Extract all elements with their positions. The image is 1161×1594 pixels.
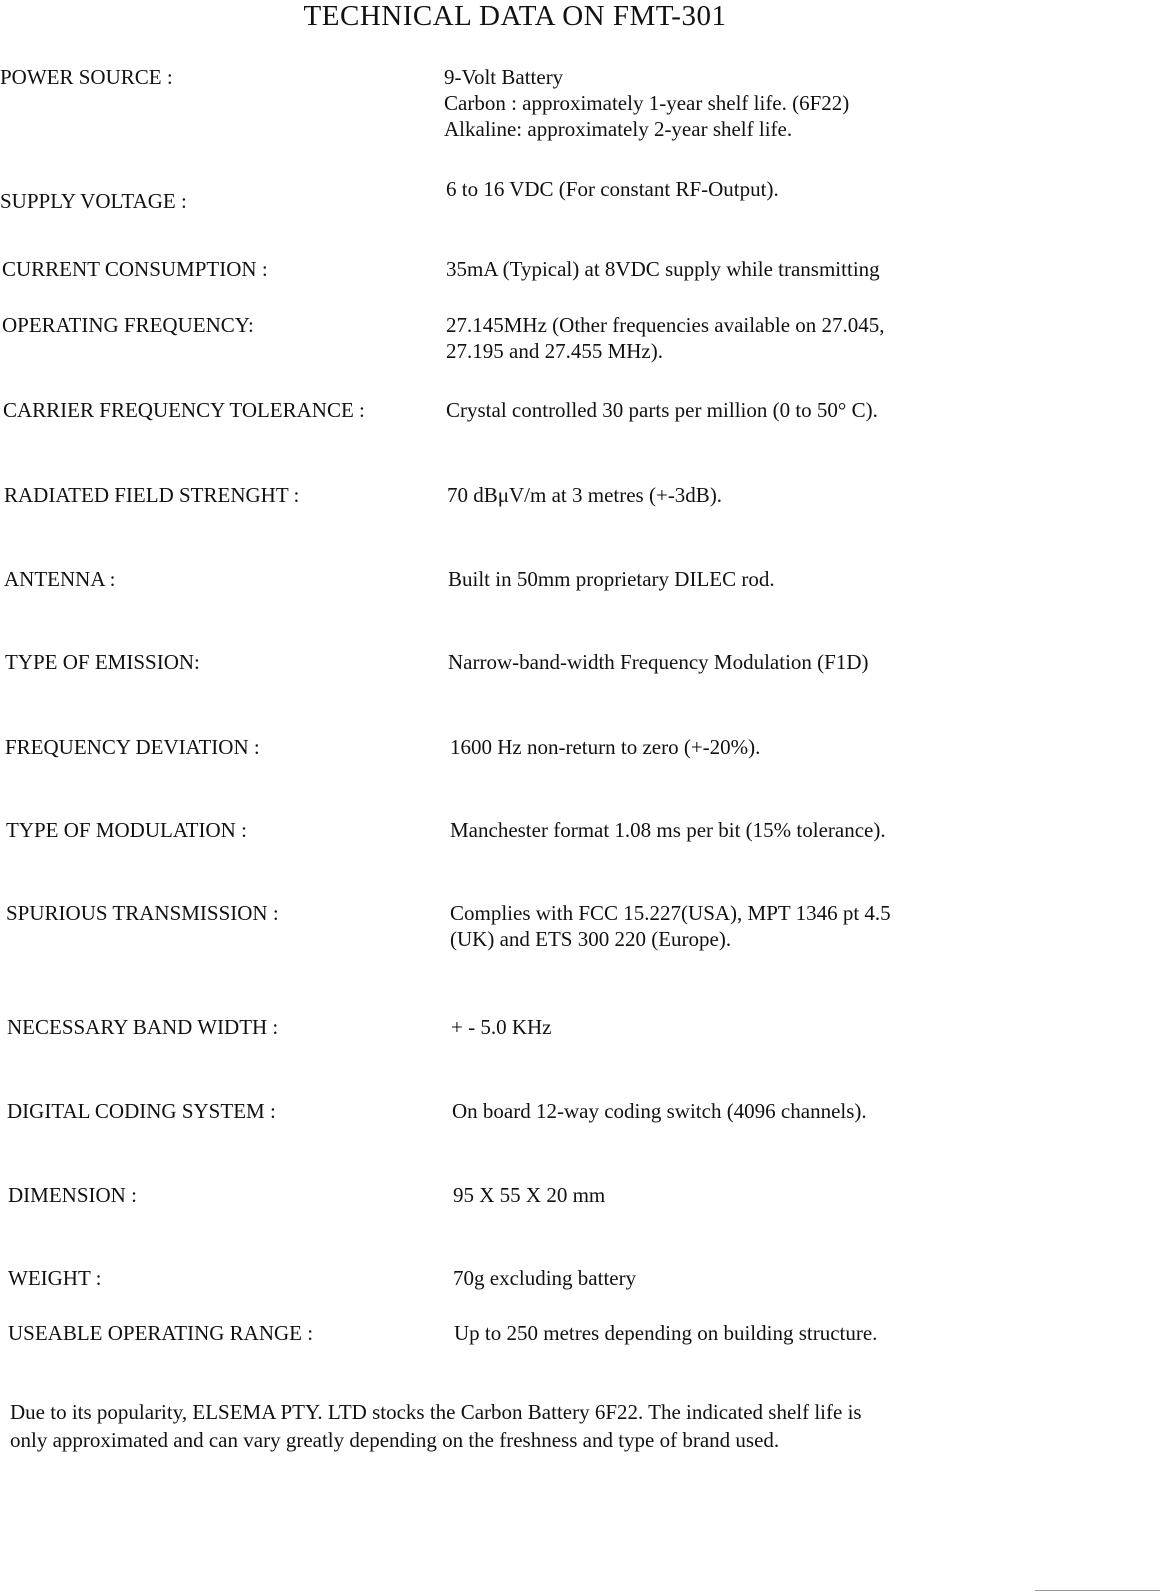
spec-value-line: Narrow-band-width Frequency Modulation (F1D) — [448, 650, 869, 674]
spec-value-line: Crystal controlled 30 parts per million (0 to 50° C). — [446, 398, 878, 422]
footnote-line: Due to its popularity, ELSEMA PTY. LTD stocks the Carbon Battery 6F22. The indicated shelf life is — [10, 1400, 862, 1424]
spec-value-line: 27.195 and 27.455 MHz). — [446, 339, 663, 363]
spec-value — [453, 1265, 636, 1291]
spec-value-line: Up to 250 metres depending on building structure. — [454, 1321, 878, 1345]
spec-value-line: Manchester format 1.08 ms per bit (15% tolerance). — [450, 818, 886, 842]
spec-value — [450, 900, 891, 952]
spec-value-line: 9-Volt Battery — [444, 65, 564, 89]
spec-row — [0, 817, 1161, 897]
spec-value-line: Built in 50mm proprietary DILEC rod. — [448, 567, 775, 591]
spec-label: DIGITAL CODING SYSTEM : — [7, 1099, 276, 1123]
footnote — [10, 1398, 1130, 1454]
spec-label: POWER SOURCE : — [0, 65, 173, 89]
spec-row — [0, 397, 1161, 477]
spec-value-line: 1600 Hz non-return to zero (+-20%). — [450, 735, 761, 759]
spec-label: CURRENT CONSUMPTION : — [2, 257, 268, 281]
spec-value-line: (UK) and ETS 300 220 (Europe). — [450, 927, 732, 951]
spec-value-line: 6 to 16 VDC (For constant RF-Output). — [446, 177, 779, 201]
spec-row — [0, 482, 1161, 562]
spec-value — [444, 64, 849, 142]
spec-row — [0, 649, 1161, 729]
spec-label: USEABLE OPERATING RANGE : — [8, 1321, 314, 1345]
spec-label: ANTENNA : — [4, 567, 116, 591]
spec-value-line: + - 5.0 KHz — [451, 1015, 552, 1039]
spec-label: TYPE OF MODULATION : — [6, 818, 247, 842]
spec-value-line: 27.145MHz (Other frequencies available on 27.045, — [446, 313, 885, 337]
spec-row — [0, 734, 1161, 814]
spec-value — [447, 482, 722, 508]
spec-row — [0, 1098, 1161, 1178]
scan-artifact-line — [1035, 1590, 1160, 1591]
spec-value — [446, 312, 885, 364]
spec-value-line: 95 X 55 X 20 mm — [453, 1183, 606, 1207]
spec-label: RADIATED FIELD STRENGHT : — [4, 483, 300, 507]
spec-row — [0, 900, 1161, 980]
spec-label: FREQUENCY DEVIATION : — [5, 735, 260, 759]
spec-value-line: Carbon : approximately 1-year shelf life. (6F22) — [444, 91, 850, 115]
spec-value — [454, 1320, 877, 1346]
spec-value-line: 70g excluding battery — [453, 1266, 637, 1290]
spec-value — [452, 1098, 867, 1124]
spec-value — [450, 734, 760, 760]
spec-row — [0, 566, 1161, 646]
spec-value — [446, 256, 880, 282]
spec-value — [446, 397, 878, 423]
spec-row — [0, 64, 1161, 144]
spec-label: DIMENSION : — [8, 1183, 137, 1207]
spec-value-line: On board 12-way coding switch (4096 channels). — [452, 1099, 867, 1123]
spec-label: SPURIOUS TRANSMISSION : — [6, 901, 279, 925]
spec-value — [448, 566, 775, 592]
spec-label: CARRIER FREQUENCY TOLERANCE : — [3, 398, 365, 422]
spec-value — [446, 176, 779, 202]
spec-value — [453, 1182, 605, 1208]
spec-row — [0, 1014, 1161, 1094]
footnote-line: only approximated and can vary greatly depending on the freshness and type of brand used. — [10, 1428, 780, 1452]
spec-label: NECESSARY BAND WIDTH : — [7, 1015, 279, 1039]
spec-row — [0, 1182, 1161, 1262]
spec-value-line: 70 dBμV/m at 3 metres (+-3dB). — [447, 483, 723, 507]
spec-value — [450, 817, 886, 843]
spec-label: WEIGHT : — [8, 1266, 102, 1290]
spec-label: SUPPLY VOLTAGE : — [0, 189, 187, 213]
spec-value-line: Complies with FCC 15.227(USA), MPT 1346 pt 4.5 — [450, 901, 891, 925]
spec-row — [0, 312, 1161, 392]
spec-label: TYPE OF EMISSION: — [5, 650, 200, 674]
spec-value — [451, 1014, 552, 1040]
page-title: TECHNICAL DATA ON FMT-301 — [303, 0, 727, 32]
spec-row — [0, 176, 1161, 256]
spec-label: OPERATING FREQUENCY: — [2, 313, 254, 337]
spec-row — [0, 1320, 1161, 1400]
spec-value-line: Alkaline: approximately 2-year shelf life. — [444, 117, 793, 141]
spec-value — [448, 649, 869, 675]
spec-value-line: 35mA (Typical) at 8VDC supply while transmitting — [446, 257, 880, 281]
